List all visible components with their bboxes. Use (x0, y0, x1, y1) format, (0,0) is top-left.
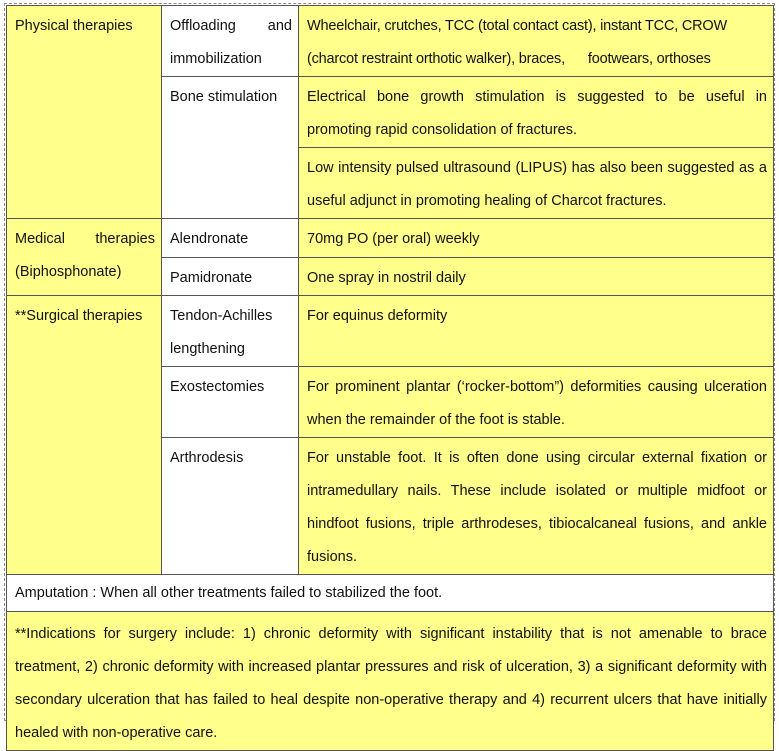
description-text: Electrical bone growth stimulation is suggested to be useful in promoting rapid consolidation of fractures. (307, 89, 767, 138)
amputation-row (7, 575, 774, 612)
subcategory-alendronate (162, 219, 299, 258)
description-text: 70mg PO (per oral) weekly (307, 231, 480, 247)
table-row (7, 296, 774, 367)
description-pamidronate (299, 258, 774, 296)
subcategory-label-line2: lengthening (170, 341, 245, 357)
indications-text: **Indications for surgery include: 1) chronic deformity with significant instability that is not amenable to brace treatment, 2) chronic deformity with increased plantar pressures and risk of ulceration, 3) a significant deformity with secondary ulceration that has failed to heal despite non-operative therapy and 4) recurrent ulcers that have initially healed with non-operative care. (15, 626, 767, 741)
category-medical-therapies (7, 219, 162, 296)
label-word: Medical (15, 231, 65, 247)
category-surgical-therapies (7, 296, 162, 575)
indications-row (7, 612, 774, 751)
subcategory-offloading (162, 6, 299, 77)
table-row (7, 6, 774, 77)
label-word: and (267, 18, 292, 34)
description-tendon-achilles (299, 296, 774, 367)
category-label: Physical therapies (15, 18, 133, 34)
description-line: (charcot restraint orthotic walker), braces, footwears, orthoses (307, 51, 711, 67)
subcategory-label-line1: Tendon-Achilles (170, 308, 273, 324)
description-bone-stimulation-lipus (299, 148, 774, 219)
description-exostectomies (299, 367, 774, 438)
subcategory-label-line1 (170, 10, 292, 43)
label-word: Offloading (170, 18, 236, 34)
description-offloading (299, 6, 774, 77)
description-text: For equinus deformity (307, 308, 448, 324)
description-text: One spray in nostril daily (307, 270, 466, 286)
label-word: therapies (95, 231, 155, 247)
description-bone-stimulation-electrical (299, 77, 774, 148)
category-label-line1 (15, 223, 155, 256)
subcategory-tendon-achilles (162, 296, 299, 367)
category-label: **Surgical therapies (15, 308, 143, 324)
subcategory-label: Pamidronate (170, 270, 253, 286)
subcategory-label: Arthrodesis (170, 450, 244, 466)
table-row (7, 219, 774, 258)
category-physical-therapies (7, 6, 162, 219)
subcategory-label: Exostectomies (170, 379, 265, 395)
table-row (7, 575, 774, 612)
subcategory-arthrodesis (162, 438, 299, 575)
description-text: Low intensity pulsed ultrasound (LIPUS) has also been suggested as a useful adjunct in promoting healing of Charcot fractures. (307, 160, 767, 209)
subcategory-label: Bone stimulation (170, 89, 278, 105)
table-row (7, 612, 774, 751)
description-arthrodesis (299, 438, 774, 575)
description-text: For prominent plantar (‘rocker-bottom”) deformities causing ulceration when the remainder of the foot is stable. (307, 379, 767, 428)
subcategory-exostectomies (162, 367, 299, 438)
amputation-text: Amputation : When all other treatments failed to stabilized the foot. (15, 585, 443, 601)
description-line: Wheelchair, crutches, TCC (total contact cast), instant TCC, CROW (307, 18, 727, 34)
charcot-treatment-table (6, 5, 774, 751)
subcategory-label-line2: immobilization (170, 51, 262, 67)
category-label-line2: (Biphosphonate) (15, 264, 122, 280)
subcategory-pamidronate (162, 258, 299, 296)
subcategory-label: Alendronate (170, 231, 249, 247)
description-alendronate (299, 219, 774, 258)
description-text: For unstable foot. It is often done using circular external fixation or intramedullary nails. These include isolated or multiple midfoot or hindfoot fusions, triple arthrodeses, tibiocalcaneal fusions, and ankle fusions. (307, 450, 767, 565)
subcategory-bone-stimulation (162, 77, 299, 219)
